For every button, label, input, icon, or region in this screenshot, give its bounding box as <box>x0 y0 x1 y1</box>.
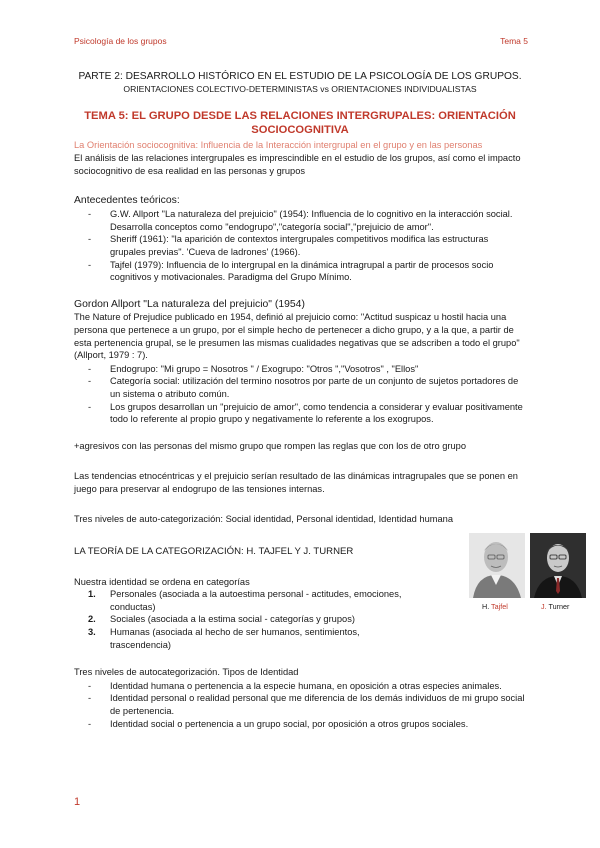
list-item: - Tajfel (1979): Influencia de lo intergrupal en la dinámica intragrupal a partir de procesos socio cognitivos y motivacionales. Paradigma del Grupo Mínimo. <box>74 259 526 284</box>
antecedentes-list <box>74 208 526 284</box>
tres-niveles-paragraph: Tres niveles de auto-categorización: Social identidad, Personal identidad, Identidad humana <box>74 514 454 525</box>
allport-list <box>74 363 526 426</box>
agresivos-paragraph: +agresivos con las personas del mismo grupo que rompen las reglas que con los de otro grupo <box>74 440 466 451</box>
tajfel-caption: H. Tajfel <box>482 602 508 611</box>
list-item: - Identidad humana o pertenencia a la especie humana, en oposición a otras especies animales. <box>74 680 526 693</box>
allport-heading: Gordon Allport "La naturaleza del prejuicio" (1954) <box>74 298 305 310</box>
list-item: 1. Personales (asociada a la autoestima personal - actitudes, emociones, conductas) <box>88 589 402 612</box>
list-item: - Categoría social: utilización del termino nosotros por parte de un conjunto de sujetos portadores de un sistema o atributo común. <box>74 375 526 400</box>
running-header-right: Tema 5 <box>500 36 528 46</box>
page-content <box>74 70 526 730</box>
list-item: 3. Humanas (asociada al hecho de ser humanos, sentimientos, trascendencia) <box>88 627 360 650</box>
intro-paragraph: El análisis de las relaciones intergrupales es imprescindible en el estudio de los grupos, así como el impacto sociocognitivo de esa realidad en las personas y grupos <box>74 153 521 176</box>
page-number: 1 <box>74 796 81 808</box>
turner-photo <box>530 533 586 598</box>
list-item: - Los grupos desarrollan un "prejuicio de amor", como tendencia a considerar y evaluar positivamente todo lo referente al propio grupo y negativamente lo referente a los exogrupos. <box>74 401 526 426</box>
part-subheading: ORIENTACIONES COLECTIVO-DETERMINISTAS vs ORIENTACIONES INDIVIDUALISTAS <box>123 84 477 94</box>
tema-subtitle: La Orientación sociocognitiva: Influencia de la Interacción intergrupal en el grupo y en las personas <box>74 140 483 150</box>
list-item: - G.W. Allport "La naturaleza del prejuicio" (1954): Influencia de lo cognitivo en la interacción social. Desarrolla conceptos como "endogrupo","categoría social","prejuicio de amor". <box>74 208 526 233</box>
list-item: - Sheriff (1961): "la aparición de contextos intergrupales competitivos modifica las estructuras grupales previas". 'Cueva de ladrones' (1966). <box>74 233 526 258</box>
list-item: - Identidad personal o realidad personal que me diferencia de los demás individuos de mi grupo social de pertenencia. <box>74 692 526 717</box>
running-header-left: Psicología de los grupos <box>74 36 167 46</box>
list-item: 2. Sociales (asociada a la estima social - categorías y grupos) <box>88 614 355 625</box>
categorias-list <box>74 588 414 651</box>
tema-title: TEMA 5: EL GRUPO DESDE LAS RELACIONES INTERGRUPALES: ORIENTACIÓN SOCIOCOGNITIVA <box>84 110 516 136</box>
list-item: - Identidad social o pertenencia a un grupo social, por oposición a otros grupos sociales. <box>74 718 526 731</box>
tajfel-photo <box>469 533 525 598</box>
turner-caption: J. Turner <box>541 602 570 611</box>
categorias-heading: Nuestra identidad se ordena en categorías <box>74 576 250 587</box>
allport-paragraph: The Nature of Prejudice publicado en 1954, definió al prejuicio como: "Actitud suspicaz u hostil hacia una persona que pertenece a un grupo, por el simple hecho de pertenecer a dicho grupo, y a la que, a partir de esta pertenencia grupal, se le presumen las mismas cualidades negativas que se adscriben a todo el grupo" (Allport, 1979 : 7). <box>74 312 520 361</box>
niveles-heading: Tres niveles de autocategorización. Tipos de Identidad <box>74 667 299 678</box>
teoria-heading: LA TEORÍA DE LA CATEGORIZACIÓN: H. TAJFEL Y J. TURNER <box>74 546 354 558</box>
list-item: - Endogrupo: "Mi grupo = Nosotros " / Exogrupo: "Otros ","Vosotros" , "Ellos" <box>74 363 526 376</box>
niveles-list <box>74 680 526 730</box>
tendencias-paragraph: Las tendencias etnocéntricas y el prejuicio serían resultado de las dinámicas intragrupales que se ponen en juego para preservar al endogrupo de las tensiones internas. <box>74 471 518 494</box>
part-heading: PARTE 2: DESARROLLO HISTÓRICO EN EL ESTUDIO DE LA PSICOLOGÍA DE LOS GRUPOS. <box>78 71 522 82</box>
antecedentes-heading: Antecedentes teóricos: <box>74 194 180 206</box>
